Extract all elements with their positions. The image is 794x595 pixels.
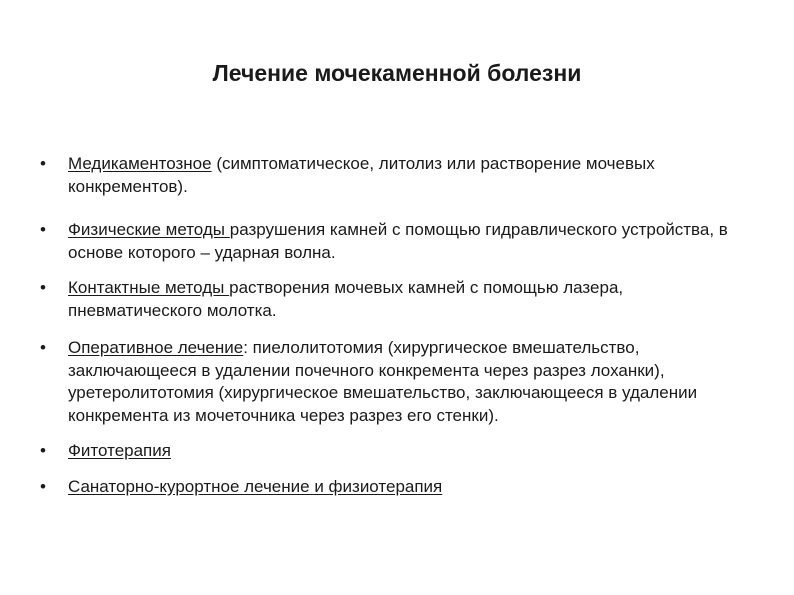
item-term: Санаторно-курортное лечение и физиотерапия	[68, 476, 443, 496]
item-term: Фитотерапия	[68, 441, 171, 460]
item-term: Физические методы	[68, 220, 230, 239]
list-item	[40, 440, 760, 463]
bullet-icon: •	[40, 338, 46, 357]
bullet-icon: •	[40, 220, 46, 239]
bullet-icon: •	[40, 278, 46, 297]
bullet-icon: •	[40, 476, 46, 496]
item-term: Оперативное лечение	[68, 338, 244, 357]
slide-title: Лечение мочекаменной болезни	[212, 60, 582, 86]
bullet-icon: •	[40, 441, 46, 460]
list-item	[40, 153, 760, 198]
item-term: Медикаментозное	[68, 154, 212, 173]
treatment-list	[40, 153, 760, 498]
list-item	[40, 337, 760, 427]
list-item	[40, 277, 760, 322]
item-text: (симптоматическое, литолиз или растворение мочевых конкрементов).	[68, 154, 655, 196]
bullet-icon: •	[40, 154, 46, 173]
item-term: Контактные методы	[68, 278, 230, 297]
item-text: растворения мочевых камней с помощью лазера, пневматического молотка.	[68, 278, 624, 320]
item-text: разрушения камней с помощью гидравлического устройства, в основе которого – ударная волна.	[68, 220, 728, 262]
item-text: : пиелолитотомия (хирургическое вмешательство, заключающееся в удалении почечного конкремента через разрез лоханки), уретеролитотомия (хирургическое вмешательство, заключающееся в удалении конкремента из мочеточника через разрез его стенки).	[68, 338, 698, 425]
list-item	[40, 476, 760, 499]
list-item	[40, 219, 760, 264]
